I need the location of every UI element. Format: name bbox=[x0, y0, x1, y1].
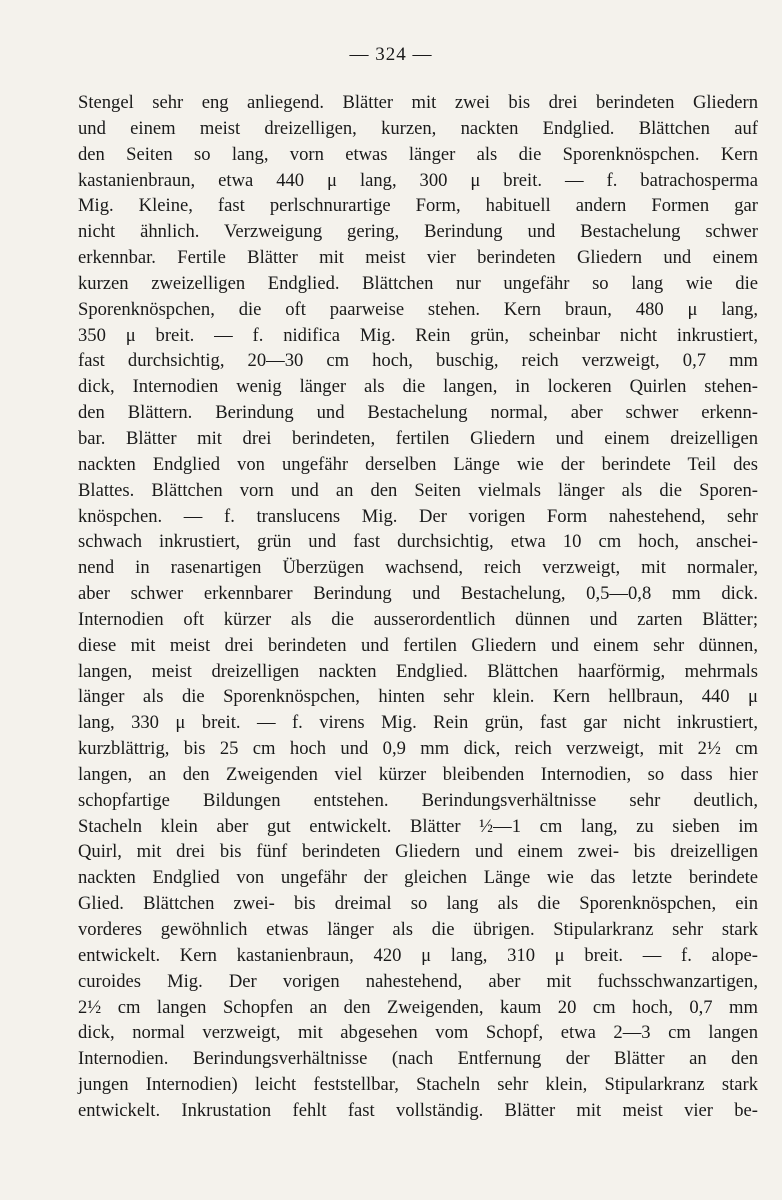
text-line: den Blättern. Berindung und Bestachelung normal, aber schwer erkenn- bbox=[78, 402, 758, 424]
text-line: kurzen zweizelligen Endglied. Blättchen nur ungefähr so lang wie die bbox=[78, 272, 758, 294]
text-line: entwickelt. Kern kastanienbraun, 420 μ lang, 310 μ breit. — f. alope- bbox=[78, 944, 758, 966]
text-line: dick, normal verzweigt, mit abgesehen vom Schopf, etwa 2—3 cm langen bbox=[78, 1022, 758, 1044]
text-line: kurzblättrig, bis 25 cm hoch und 0,9 mm dick, reich verzweigt, mit 2½ cm bbox=[78, 738, 758, 760]
text-line: 350 μ breit. — f. nidifica Mig. Rein grün, scheinbar nicht inkrustiert, bbox=[78, 324, 758, 346]
text-line: nackten Endglied von ungefähr der gleichen Länge wie das letzte berindete bbox=[78, 867, 758, 889]
text-line: fast durchsichtig, 20—30 cm hoch, buschig, reich verzweigt, 0,7 mm bbox=[78, 350, 758, 372]
text-line: Internodien. Berindungsverhältnisse (nach Entfernung der Blätter an den bbox=[78, 1048, 758, 1070]
text-line: kastanienbraun, etwa 440 μ lang, 300 μ breit. — f. batrachosperma bbox=[78, 169, 758, 191]
text-line: Stengel sehr eng anliegend. Blätter mit zwei bis drei berindeten Gliedern bbox=[78, 92, 758, 113]
text-line: nend in rasenartigen Überzügen wachsend, reich verzweigt, mit normaler, bbox=[78, 557, 758, 579]
text-line: Sporenknöspchen, die oft paarweise stehen. Kern braun, 480 μ lang, bbox=[78, 298, 758, 320]
body-text bbox=[78, 90, 758, 1124]
text-line: knöspchen. — f. translucens Mig. Der vorigen Form nahestehend, sehr bbox=[78, 505, 758, 527]
text-line: bar. Blätter mit drei berindeten, fertilen Gliedern und einem dreizelligen bbox=[78, 427, 758, 449]
text-line: 2½ cm langen Schopfen an den Zweigenden, kaum 20 cm hoch, 0,7 mm bbox=[78, 996, 758, 1018]
text-line: entwickelt. Inkrustation fehlt fast vollständig. Blätter mit meist vier be- bbox=[78, 1099, 758, 1121]
text-line: erkennbar. Fertile Blätter mit meist vier berindeten Gliedern und einem bbox=[78, 247, 758, 269]
text-line: Stacheln klein aber gut entwickelt. Blätter ½—1 cm lang, zu sieben im bbox=[78, 815, 758, 837]
text-line: diese mit meist drei berindeten und fertilen Gliedern und einem sehr dünnen, bbox=[78, 634, 758, 656]
page-number: — 324 — bbox=[349, 44, 433, 65]
text-line: dick, Internodien wenig länger als die langen, in lockeren Quirlen stehen- bbox=[78, 376, 758, 398]
text-line: lang, 330 μ breit. — f. virens Mig. Rein grün, fast gar nicht inkrustiert, bbox=[78, 712, 758, 734]
text-line: langen, meist dreizelligen nackten Endglied. Blättchen haarförmig, mehrmals bbox=[78, 660, 758, 682]
text-line: schopfartige Bildungen entstehen. Berindungsverhältnisse sehr deutlich, bbox=[78, 789, 758, 811]
text-line: schwach inkrustiert, grün und fast durchsichtig, etwa 10 cm hoch, anschei- bbox=[78, 531, 758, 553]
text-line: Blattes. Blättchen vorn und an den Seiten vielmals länger als die Sporen- bbox=[78, 479, 758, 501]
text-line: curoides Mig. Der vorigen nahestehend, aber mit fuchsschwanzartigen, bbox=[78, 970, 758, 992]
text-line: nicht ähnlich. Verzweigung gering, Berindung und Bestachelung schwer bbox=[78, 221, 758, 243]
text-line: langen, an den Zweigenden viel kürzer bleibenden Internodien, so dass hier bbox=[78, 763, 758, 785]
text-line: jungen Internodien) leicht feststellbar, Stacheln sehr klein, Stipularkranz stark bbox=[78, 1074, 758, 1096]
text-line: und einem meist dreizelligen, kurzen, nackten Endglied. Blättchen auf bbox=[78, 117, 758, 139]
text-line: länger als die Sporenknöspchen, hinten sehr klein. Kern hellbraun, 440 μ bbox=[78, 686, 758, 708]
text-line: vorderes gewöhnlich etwas länger als die übrigen. Stipularkranz sehr stark bbox=[78, 919, 758, 940]
text-line: Quirl, mit drei bis fünf berindeten Gliedern und einem zwei- bis dreizelligen bbox=[78, 841, 758, 863]
text-line: aber schwer erkennbarer Berindung und Bestachelung, 0,5—0,8 mm dick. bbox=[78, 583, 758, 605]
text-line: nackten Endglied von ungefähr derselben Länge wie der berindete Teil des bbox=[78, 453, 758, 475]
text-line: Internodien oft kürzer als die ausserordentlich dünnen und zarten Blätter; bbox=[78, 608, 758, 630]
text-line: den Seiten so lang, vorn etwas länger als die Sporenknöspchen. Kern bbox=[78, 143, 758, 165]
text-line: Mig. Kleine, fast perlschnurartige Form, habituell andern Formen gar bbox=[78, 195, 758, 217]
text-line: Glied. Blättchen zwei- bis dreimal so lang als die Sporenknöspchen, ein bbox=[78, 893, 758, 915]
